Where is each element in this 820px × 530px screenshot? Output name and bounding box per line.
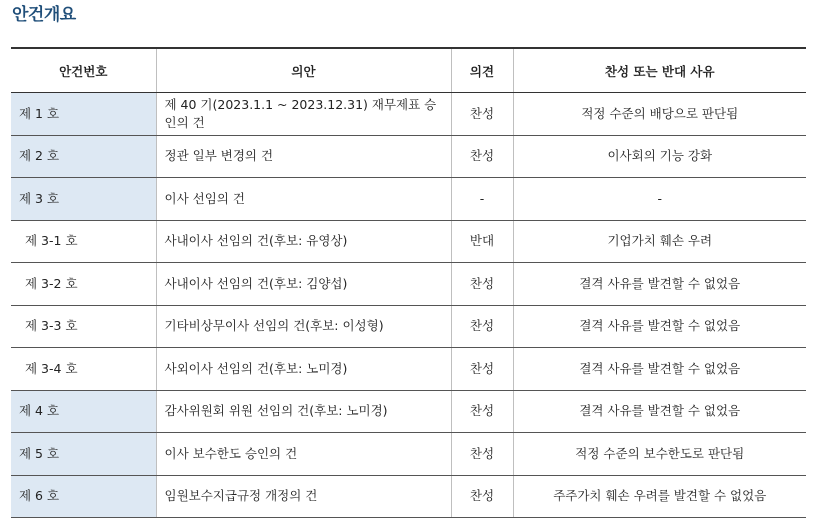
agenda-number: 제 2 호 (11, 135, 156, 178)
opinion-cell: 찬성 (451, 305, 513, 348)
opinion-cell: 찬성 (451, 263, 513, 306)
table-row (11, 475, 806, 518)
agenda-title: 기타비상무이사 선임의 건(후보: 이성형) (156, 305, 451, 348)
table-row (11, 135, 806, 178)
agenda-number: 제 1 호 (11, 93, 156, 136)
agenda-number: 제 3-3 호 (11, 305, 156, 348)
opinion-cell: 찬성 (451, 135, 513, 178)
agenda-title: 이사 선임의 건 (156, 178, 451, 221)
agenda-number: 제 3-2 호 (11, 263, 156, 306)
agenda-title: 사내이사 선임의 건(후보: 유영상) (156, 220, 451, 263)
opinion-cell: 찬성 (451, 433, 513, 476)
reason-cell: 결격 사유를 발견할 수 없었음 (513, 263, 806, 306)
opinion-cell: 찬성 (451, 390, 513, 433)
opinion-cell: 찬성 (451, 348, 513, 391)
opinion-cell: 찬성 (451, 475, 513, 518)
header-opinion: 의견 (451, 48, 513, 93)
reason-cell: 결격 사유를 발견할 수 없었음 (513, 390, 806, 433)
table-row (11, 93, 806, 136)
reason-cell: 결격 사유를 발견할 수 없었음 (513, 305, 806, 348)
reason-cell: - (513, 178, 806, 221)
table-row (11, 348, 806, 391)
agenda-title: 사외이사 선임의 건(후보: 노미경) (156, 348, 451, 391)
reason-cell: 적정 수준의 보수한도로 판단됨 (513, 433, 806, 476)
agenda-title: 정관 일부 변경의 건 (156, 135, 451, 178)
agenda-title: 감사위원회 위원 선임의 건(후보: 노미경) (156, 390, 451, 433)
agenda-table (11, 47, 806, 518)
table-row (11, 390, 806, 433)
header-reason: 찬성 또는 반대 사유 (513, 48, 806, 93)
agenda-title: 임원보수지급규정 개정의 건 (156, 475, 451, 518)
header-agenda-title: 의안 (156, 48, 451, 93)
reason-cell: 기업가치 훼손 우려 (513, 220, 806, 263)
agenda-title: 제 40 기(2023.1.1 ~ 2023.12.31) 재무제표 승인의 건 (156, 93, 451, 136)
agenda-number: 제 3 호 (11, 178, 156, 221)
opinion-cell: 반대 (451, 220, 513, 263)
opinion-cell: - (451, 178, 513, 221)
reason-cell: 주주가치 훼손 우려를 발견할 수 없었음 (513, 475, 806, 518)
reason-cell: 적정 수준의 배당으로 판단됨 (513, 93, 806, 136)
header-agenda-number: 안건번호 (11, 48, 156, 93)
table-row (11, 263, 806, 306)
table-row (11, 305, 806, 348)
agenda-number: 제 6 호 (11, 475, 156, 518)
reason-cell: 이사회의 기능 강화 (513, 135, 806, 178)
table-row (11, 220, 806, 263)
opinion-cell: 찬성 (451, 93, 513, 136)
table-header-row (11, 48, 806, 93)
agenda-number: 제 4 호 (11, 390, 156, 433)
page-title: 안건개요 (12, 5, 76, 25)
agenda-number: 제 5 호 (11, 433, 156, 476)
agenda-number: 제 3-4 호 (11, 348, 156, 391)
agenda-title: 이사 보수한도 승인의 건 (156, 433, 451, 476)
table-row (11, 178, 806, 221)
agenda-title: 사내이사 선임의 건(후보: 김양섭) (156, 263, 451, 306)
reason-cell: 결격 사유를 발견할 수 없었음 (513, 348, 806, 391)
agenda-number: 제 3-1 호 (11, 220, 156, 263)
table-row (11, 433, 806, 476)
